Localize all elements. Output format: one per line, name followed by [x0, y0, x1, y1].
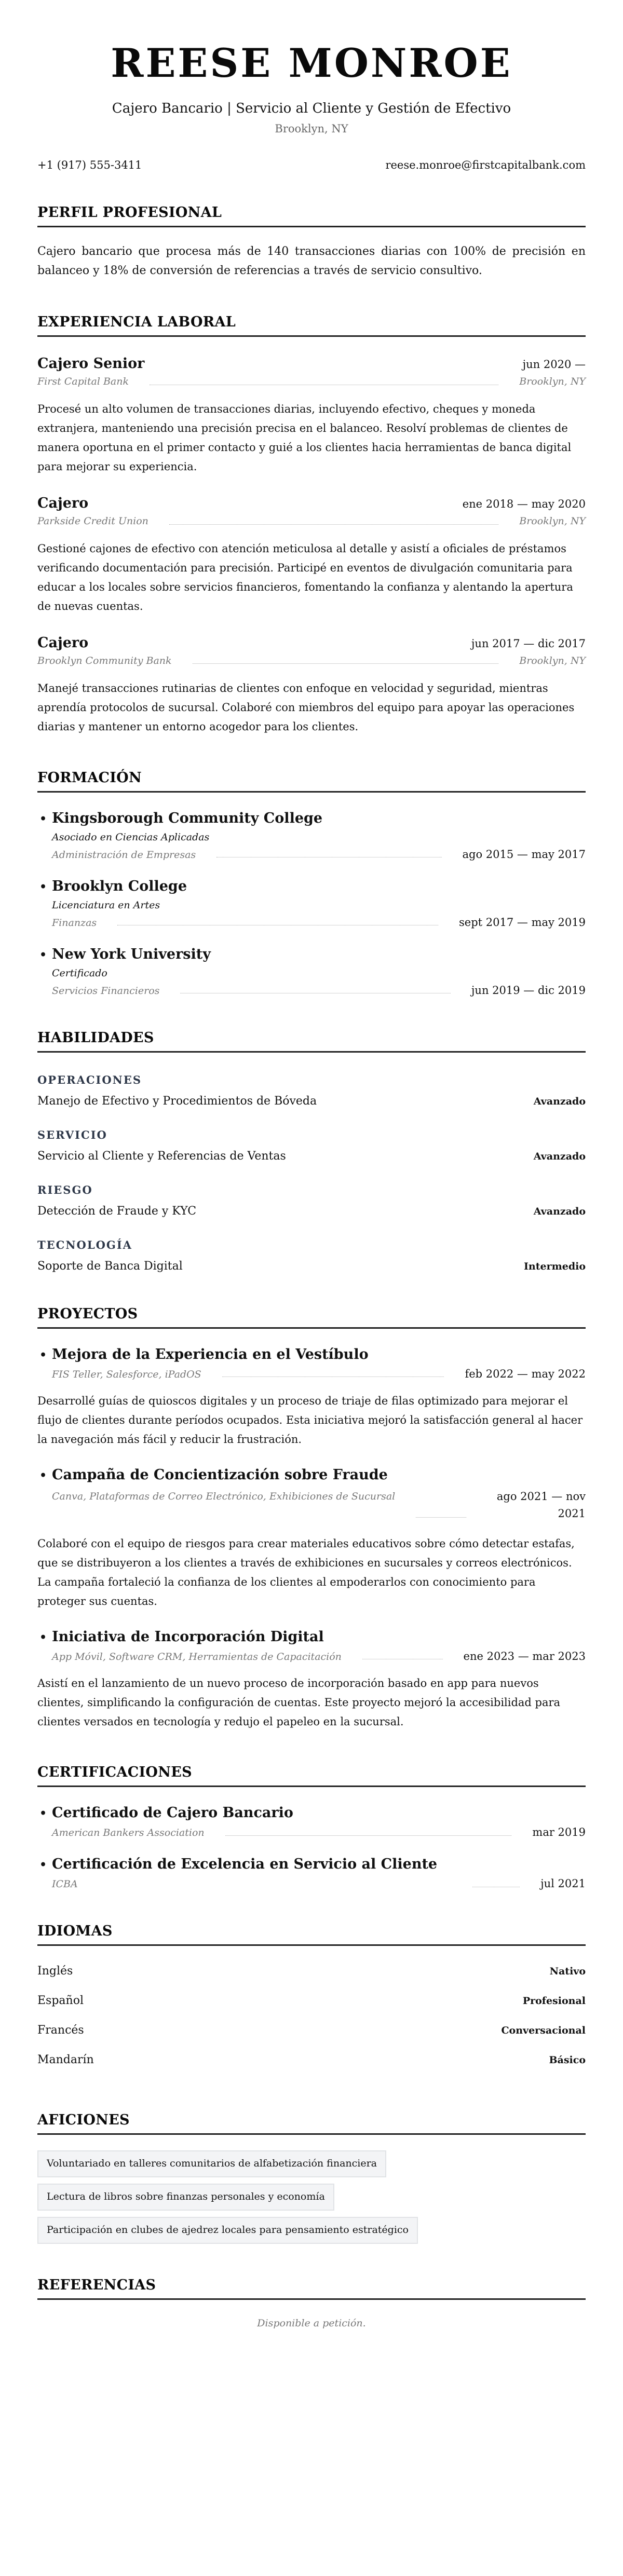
job-title: Cajero	[37, 634, 89, 651]
project-dates: feb 2022 — may 2022	[465, 1367, 586, 1380]
job-description: Gestioné cajones de efectivo con atención meticulosa al detalle y asistí a oficiales de préstamos verificando documentación para precisión. Participé en eventos de divulgación comunitaria para educar a los locales sobre servicios financieros, fomentando la confianza y alentando la apertura de nuevas cuentas.	[37, 542, 573, 612]
language-level: Nativo	[549, 1966, 586, 1978]
skill-group	[37, 1183, 586, 1218]
job-dates: jun 2017 — dic 2017	[471, 637, 586, 650]
skill-level: Intermedio	[524, 1260, 586, 1272]
job-entry	[37, 495, 586, 616]
skill-group	[37, 1128, 586, 1163]
job-entry	[37, 635, 586, 737]
bullet-icon: •	[39, 880, 47, 894]
education-dates: ago 2015 — may 2017	[462, 848, 586, 861]
section-title: FORMACIÓN	[37, 770, 586, 793]
bullet-icon: •	[39, 1807, 47, 1821]
certification-entry	[37, 1805, 586, 1838]
projects-section	[37, 1306, 586, 1732]
job-title: Cajero Senior	[37, 356, 145, 372]
candidate-name: REESE MONROE	[111, 40, 512, 86]
certification-name: Certificación de Excelencia en Servicio al Cliente	[52, 1856, 438, 1873]
field-of-study: Servicios Financieros	[52, 985, 160, 997]
dotted-leader	[222, 1376, 444, 1377]
degree: Certificado	[52, 967, 107, 979]
hobby-tag: Participación en clubes de ajedrez locales para pensamiento estratégico	[37, 2217, 418, 2244]
job-location: Brooklyn, NY	[519, 515, 586, 527]
project-name: Iniciativa de Incorporación Digital	[52, 1628, 324, 1645]
job-description: Procesé un alto volumen de transacciones diarias, incluyendo efectivo, cheques y moneda extranjera, manteniendo una precisión precisa en el balanceo. Resolví problemas de clientes de manera oportuna en el primer contacto y guié a los clientes hacia herramientas de banca digital para mejorar su experiencia.	[37, 403, 572, 473]
certification-issuer: American Bankers Association	[52, 1827, 205, 1839]
project-entry	[37, 1467, 586, 1611]
project-description: Colaboré con el equipo de riesgos para crear materiales educativos sobre cómo detectar estafas, que se distribuyeron a los clientes a través de exhibiciones en sucursales y correos electrónicos. La campaña fortaleció la confianza de los clientes al empoderarlos con conocimiento para proteger sus cuentas.	[37, 1537, 575, 1607]
language-row	[37, 2020, 586, 2049]
language-level: Básico	[549, 2054, 586, 2066]
language-level: Conversacional	[501, 2025, 586, 2037]
skill-category: SERVICIO	[37, 1128, 107, 1141]
resume-header	[37, 42, 586, 171]
references-section	[37, 2277, 586, 2329]
language-row	[37, 2049, 586, 2079]
certification-entry	[37, 1856, 586, 1890]
job-description: Manejé transacciones rutinarias de clientes con enfoque en velocidad y seguridad, mientras aprendía protocolos de sucursal. Colaboré con miembros del equipo para apoyar las operaciones diarias y mantener un entorno acogedor para los clientes.	[37, 682, 575, 733]
section-title: AFICIONES	[37, 2112, 586, 2135]
skill-category: TECNOLOGÍA	[37, 1238, 132, 1251]
education-dates: jun 2019 — dic 2019	[471, 984, 586, 997]
references-text: Disponible a petición.	[257, 2318, 366, 2329]
project-dates: ene 2023 — mar 2023	[463, 1650, 586, 1662]
skill-name: Servicio al Cliente y Referencias de Ventas	[37, 1149, 286, 1163]
project-tools: Canva, Plataformas de Correo Electrónico, Exhibiciones de Sucursal	[52, 1490, 396, 1502]
section-title: PERFIL PROFESIONAL	[37, 205, 586, 227]
field-of-study: Administración de Empresas	[52, 849, 196, 861]
project-tools: App Móvil, Software CRM, Herramientas de Capacitación	[52, 1651, 342, 1662]
degree: Asociado en Ciencias Aplicadas	[52, 831, 210, 843]
skills-section	[37, 1030, 586, 1273]
dotted-leader	[416, 1517, 466, 1518]
project-dates: ago 2021 — nov 2021	[496, 1490, 586, 1520]
field-of-study: Finanzas	[52, 917, 97, 929]
degree: Licenciatura en Artes	[52, 899, 160, 911]
job-dates: jun 2020 —	[522, 358, 586, 371]
skill-group	[37, 1073, 586, 1108]
job-location: Brooklyn, NY	[519, 376, 586, 388]
language-name: Francés	[37, 2024, 84, 2037]
hobby-tag: Voluntariado en talleres comunitarios de alfabetización financiera	[37, 2150, 386, 2177]
section-title: REFERENCIAS	[37, 2277, 586, 2300]
bullet-icon: •	[39, 1468, 47, 1482]
project-description: Desarrollé guías de quioscos digitales y un proceso de triaje de filas optimizado para mejorar el flujo de clientes durante períodos ocupados. Esta iniciativa mejoró la satisfacción general al hacer la navegación más fácil y reducir la frustración.	[37, 1394, 583, 1446]
section-title: EXPERIENCIA LABORAL	[37, 314, 586, 337]
section-title: PROYECTOS	[37, 1306, 586, 1329]
education-section	[37, 770, 586, 997]
skill-category: OPERACIONES	[37, 1073, 142, 1086]
section-title: HABILIDADES	[37, 1030, 586, 1053]
phone[interactable]: +1 (917) 555-3411	[37, 158, 142, 171]
language-level: Profesional	[522, 1995, 586, 2007]
language-name: Mandarín	[37, 2053, 94, 2067]
summary-section	[37, 205, 586, 281]
language-name: Inglés	[37, 1965, 73, 1978]
experience-section	[37, 314, 586, 736]
bullet-icon: •	[39, 1630, 47, 1644]
dotted-leader	[225, 1835, 512, 1836]
skill-name: Soporte de Banca Digital	[37, 1259, 183, 1273]
language-row	[37, 1990, 586, 2020]
bullet-icon: •	[39, 812, 47, 826]
school-name: New York University	[52, 946, 211, 962]
certifications-section	[37, 1764, 586, 1890]
skill-name: Detección de Fraude y KYC	[37, 1204, 197, 1218]
bullet-icon: •	[39, 1858, 47, 1872]
job-entry	[37, 356, 586, 476]
location: Brooklyn, NY	[275, 122, 348, 135]
headline: Cajero Bancario | Servicio al Cliente y Gestión de Efectivo	[112, 100, 511, 116]
bullet-icon: •	[39, 1348, 47, 1362]
language-list	[37, 1960, 586, 2079]
certification-name: Certificado de Cajero Bancario	[52, 1805, 293, 1821]
skill-level: Avanzado	[533, 1150, 586, 1162]
hobby-tags	[37, 2150, 586, 2244]
school-name: Kingsborough Community College	[52, 810, 323, 826]
languages-section	[37, 1923, 586, 2079]
skill-level: Avanzado	[533, 1095, 586, 1107]
project-description: Asistí en el lanzamiento de un nuevo proceso de incorporación basado en app para nuevos clientes, simplificando la configuración de cuentas. Este proyecto mejoró la accesibilidad para clientes versados en tecnología y redujo el papeleo en la sucursal.	[37, 1677, 561, 1728]
language-row	[37, 1960, 586, 1990]
company: Brooklyn Community Bank	[37, 655, 172, 666]
section-title: CERTIFICACIONES	[37, 1764, 586, 1787]
bullet-icon: •	[39, 948, 47, 962]
project-entry	[37, 1629, 586, 1732]
project-name: Campaña de Concientización sobre Fraude	[52, 1466, 388, 1483]
dotted-leader	[193, 663, 499, 664]
education-dates: sept 2017 — may 2019	[459, 916, 586, 929]
dotted-leader	[169, 524, 498, 525]
skill-group	[37, 1238, 586, 1273]
certification-date: jul 2021	[540, 1877, 586, 1890]
skill-name: Manejo de Efectivo y Procedimientos de Bóveda	[37, 1094, 317, 1108]
company: First Capital Bank	[37, 376, 129, 388]
education-entry	[37, 946, 586, 997]
education-entry	[37, 878, 586, 929]
contact-row	[37, 159, 586, 171]
education-entry	[37, 810, 586, 861]
project-entry	[37, 1346, 586, 1449]
section-title: IDIOMAS	[37, 1923, 586, 1946]
email[interactable]: reese.monroe@firstcapitalbank.com	[385, 158, 586, 171]
project-name: Mejora de la Experiencia en el Vestíbulo	[52, 1346, 369, 1362]
language-name: Español	[37, 1994, 84, 2008]
job-location: Brooklyn, NY	[519, 655, 586, 666]
job-dates: ene 2018 — may 2020	[462, 498, 586, 511]
job-title: Cajero	[37, 495, 89, 512]
company: Parkside Credit Union	[37, 515, 148, 527]
project-tools: FIS Teller, Salesforce, iPadOS	[52, 1368, 201, 1380]
certification-issuer: ICBA	[52, 1878, 78, 1890]
skill-level: Avanzado	[533, 1205, 586, 1217]
certification-date: mar 2019	[532, 1826, 586, 1839]
skill-category: RIESGO	[37, 1183, 93, 1196]
hobby-tag: Lectura de libros sobre finanzas personales y economía	[37, 2184, 334, 2211]
hobbies-section	[37, 2112, 586, 2244]
school-name: Brooklyn College	[52, 878, 187, 894]
summary-text: Cajero bancario que procesa más de 140 transacciones diarias con 100% de precisión en balanceo y 18% de conversión de referencias a través de servicio consultivo.	[37, 244, 586, 278]
